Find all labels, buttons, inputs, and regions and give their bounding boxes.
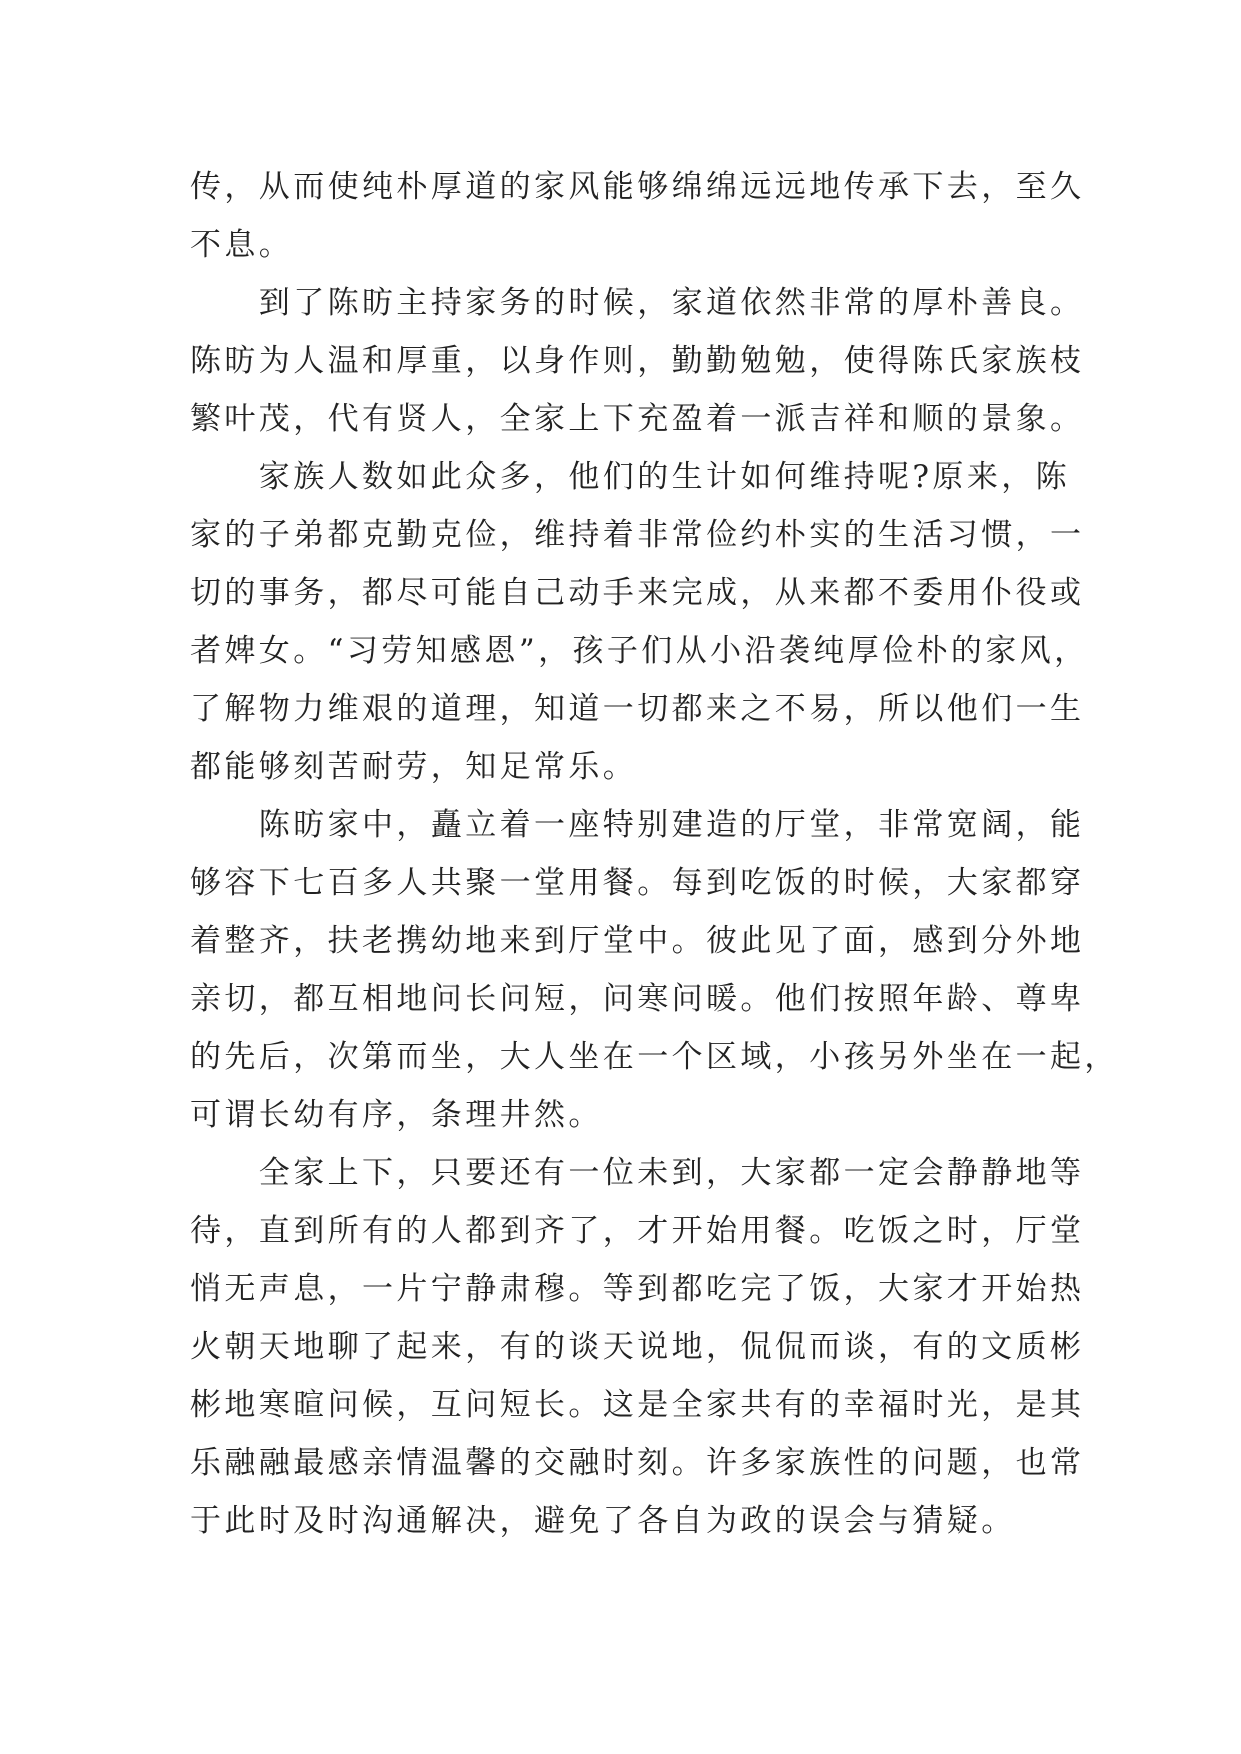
text-line: 者婢女。“习劳知感恩”，孩子们从小沿袭纯厚俭朴的家风， xyxy=(190,633,1089,669)
text-line: 全家上下，只要还有一位未到，大家都一定会静静地等 xyxy=(190,1155,1085,1191)
text-line: 了解物力维艰的道理，知道一切都来之不易，所以他们一生 xyxy=(190,691,1085,727)
text-line: 家族人数如此众多，他们的生计如何维持呢?原来，陈 xyxy=(190,459,1071,495)
text-line: 够容下七百多人共聚一堂用餐。每到吃饭的时候，大家都穿 xyxy=(190,865,1085,901)
text-line: 繁叶茂，代有贤人，全家上下充盈着一派吉祥和顺的景象。 xyxy=(190,401,1085,437)
text-line: 待，直到所有的人都到齐了，才开始用餐。吃饭之时，厅堂 xyxy=(190,1213,1085,1249)
text-line: 陈昉家中，矗立着一座特别建造的厅堂，非常宽阔，能 xyxy=(190,807,1085,843)
text-line: 彬地寒暄问候，互问短长。这是全家共有的幸福时光，是其 xyxy=(190,1387,1085,1423)
paragraph-3 xyxy=(190,448,1089,796)
text-line: 切的事务，都尽可能自己动手来完成，从来都不委用仆役或 xyxy=(190,575,1085,611)
text-line: 着整齐，扶老携幼地来到厅堂中。彼此见了面，感到分外地 xyxy=(190,923,1085,959)
text-line: 的先后，次第而坐，大人坐在一个区域，小孩另外坐在一起， xyxy=(190,1039,1119,1075)
paragraph-5 xyxy=(190,1144,1085,1550)
text-line: 亲切，都互相地问长问短，问寒问暖。他们按照年龄、尊卑 xyxy=(190,981,1085,1017)
paragraph-2 xyxy=(190,274,1085,448)
text-line: 都能够刻苦耐劳，知足常乐。 xyxy=(190,749,638,785)
text-line: 传，从而使纯朴厚道的家风能够绵绵远远地传承下去，至久 xyxy=(190,169,1085,205)
paragraph-1 xyxy=(190,158,1085,274)
text-line: 乐融融最感亲情温馨的交融时刻。许多家族性的问题，也常 xyxy=(190,1445,1085,1481)
document-body xyxy=(190,158,1119,1550)
text-line: 火朝天地聊了起来，有的谈天说地，侃侃而谈，有的文质彬 xyxy=(190,1329,1085,1365)
text-line: 不息。 xyxy=(190,227,294,263)
paragraph-4 xyxy=(190,796,1119,1144)
text-line: 于此时及时沟通解决，避免了各自为政的误会与猜疑。 xyxy=(190,1503,1016,1539)
text-line: 家的子弟都克勤克俭，维持着非常俭约朴实的生活习惯，一 xyxy=(190,517,1085,553)
text-line: 可谓长幼有序，条理井然。 xyxy=(190,1097,603,1133)
text-line: 陈昉为人温和厚重，以身作则，勤勤勉勉，使得陈氏家族枝 xyxy=(190,343,1085,379)
text-line: 悄无声息，一片宁静肃穆。等到都吃完了饭，大家才开始热 xyxy=(190,1271,1085,1307)
text-line: 到了陈昉主持家务的时候，家道依然非常的厚朴善良。 xyxy=(190,285,1085,321)
